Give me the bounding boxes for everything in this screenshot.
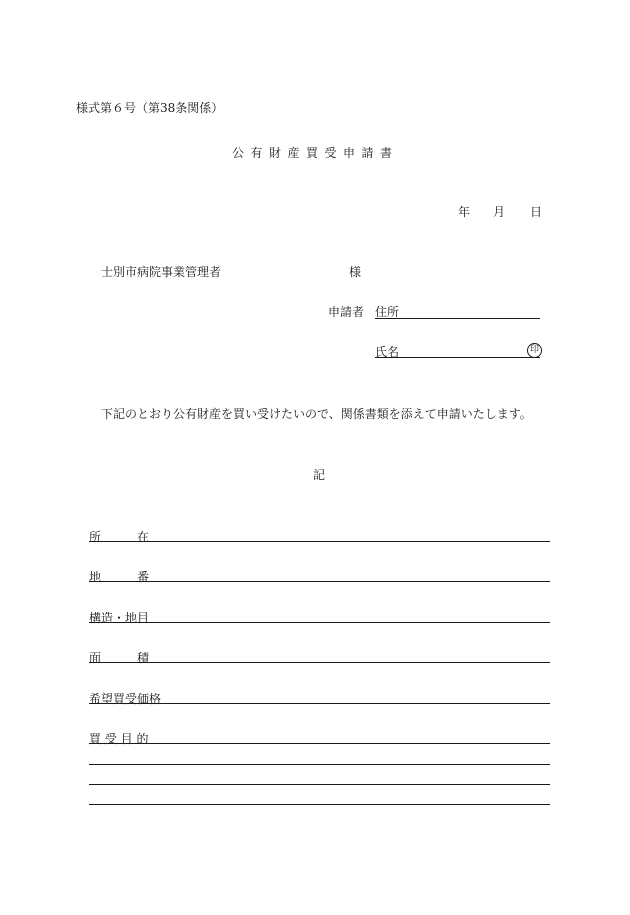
honorific: 様 <box>349 265 362 279</box>
addressee: 士別市病院事業管理者 <box>101 265 222 279</box>
field-label-structure-land-category: 構造・地目 <box>89 611 150 625</box>
seal-mark: 印 <box>527 343 542 358</box>
address-field[interactable] <box>375 318 540 319</box>
field-line-purpose-extra-2[interactable] <box>89 784 550 785</box>
date-year: 年 <box>458 205 471 219</box>
name-field[interactable] <box>375 357 540 358</box>
field-line-location[interactable] <box>89 541 550 542</box>
field-line-purpose-extra-3[interactable] <box>89 804 550 805</box>
field-line-purpose[interactable] <box>89 743 550 744</box>
date-month: 月 <box>493 205 506 219</box>
field-line-lot-number[interactable] <box>89 581 550 582</box>
field-label-location: 所 在 <box>89 530 150 544</box>
form-number: 様式第６号（第38条関係） <box>76 101 224 115</box>
field-label-purpose: 買 受 目 的 <box>89 732 149 746</box>
field-label-lot-number: 地 番 <box>89 570 150 584</box>
ki-heading: 記 <box>313 468 326 482</box>
name-label: 氏名 <box>375 345 400 359</box>
field-label-desired-price: 希望買受価格 <box>89 692 162 706</box>
date-day: 日 <box>530 205 543 219</box>
field-line-purpose-extra-1[interactable] <box>89 764 550 765</box>
document-title: 公有財産買受申請書 <box>232 146 399 160</box>
request-statement: 下記のとおり公有財産を買い受けたいので、関係書類を添えて申請いたします。 <box>101 407 532 421</box>
field-label-area: 面 積 <box>89 651 150 665</box>
field-line-structure-land-category[interactable] <box>89 622 550 623</box>
applicant-label: 申請者 <box>328 305 365 319</box>
address-label: 住所 <box>375 305 400 319</box>
field-line-area[interactable] <box>89 662 550 663</box>
field-line-desired-price[interactable] <box>89 703 550 704</box>
